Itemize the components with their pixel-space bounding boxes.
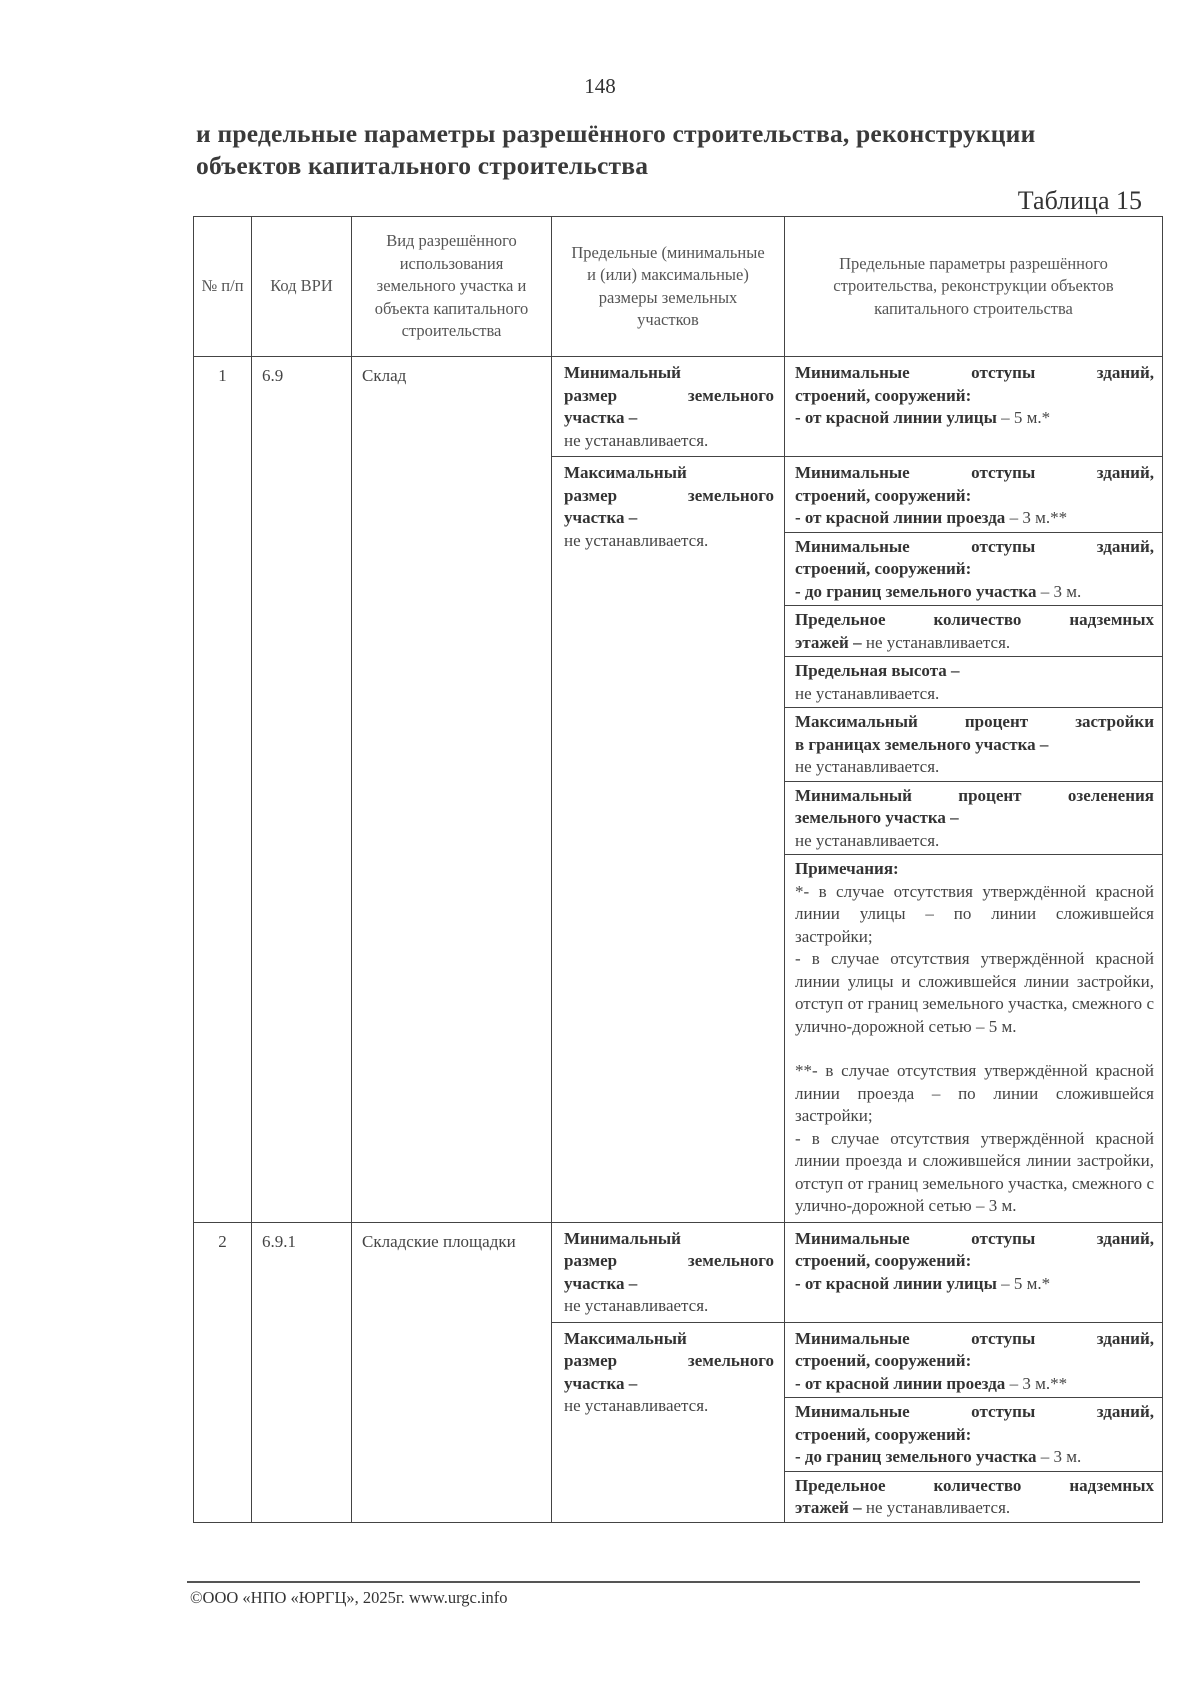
row-code: 6.9 bbox=[252, 357, 352, 1223]
param-value: – 5 м.* bbox=[996, 408, 1051, 427]
param-cell bbox=[785, 357, 1163, 457]
param-label: Предельное количество надземных bbox=[795, 610, 1154, 629]
param-label: строений, сооружений: bbox=[795, 1424, 972, 1444]
param-cell bbox=[785, 1322, 1163, 1522]
min-size-value: не устанавливается. bbox=[564, 430, 709, 450]
param-label: Минимальные отступы зданий, bbox=[795, 1402, 1154, 1421]
param-value: – 3 м.** bbox=[1005, 508, 1068, 527]
max-size-value: не устанавливается. bbox=[564, 530, 709, 550]
param-label: строений, сооружений: bbox=[795, 1251, 972, 1270]
row-number: 1 bbox=[194, 357, 252, 1223]
param-label: строений, сооружений: bbox=[795, 559, 972, 578]
param-value: не устанавливается. bbox=[795, 683, 940, 703]
max-size-label: участка – bbox=[564, 1373, 638, 1393]
param-label: - от красной линии проезда bbox=[795, 1373, 1006, 1393]
param-label: Предельная высота – bbox=[795, 661, 960, 680]
row-use-name: Складские площадки bbox=[352, 1222, 552, 1522]
param-label: - до границ земельного участка bbox=[795, 581, 1037, 601]
page-number: 148 bbox=[584, 74, 616, 98]
min-size-label: участка – bbox=[564, 408, 638, 427]
max-size-cell bbox=[552, 457, 785, 1223]
note-text: - в случае отсутствия утверждённой красной линии улицы и сложившейся линии застройки, отступ от границ земельного участка, смежного с улично-дорожной сетью – 5 м. bbox=[795, 949, 1154, 1036]
min-size-label: участка – bbox=[564, 1273, 638, 1293]
param-cell bbox=[785, 457, 1163, 1223]
param-label: Минимальные отступы зданий, bbox=[795, 363, 1154, 382]
table-caption: Таблица 15 bbox=[1017, 186, 1142, 215]
param-label: Минимальные отступы зданий, bbox=[795, 1228, 1154, 1248]
min-size-label: Минимальный bbox=[564, 363, 681, 382]
table-header-row bbox=[194, 217, 1163, 357]
notes-block bbox=[785, 855, 1162, 1222]
table-row bbox=[194, 1222, 1163, 1322]
param-label: - до границ земельного участка bbox=[795, 1447, 1037, 1466]
param-cell bbox=[785, 1222, 1163, 1322]
table-row bbox=[194, 357, 1163, 457]
min-size-label: Минимальный bbox=[564, 1228, 681, 1248]
max-size-cell bbox=[552, 1322, 785, 1522]
param-label: Предельное количество надземных bbox=[795, 1475, 1154, 1495]
col-header-build-params: Предельные параметры разрешённого строительства, реконструкции объектов капитального строительства bbox=[785, 217, 1163, 357]
param-value: не устанавливается. bbox=[795, 830, 940, 850]
param-label: строений, сооружений: bbox=[795, 485, 972, 505]
section-heading: и предельные параметры разрешённого строительства, реконструкции объектов капитального строительства bbox=[196, 119, 1036, 180]
min-size-value: не устанавливается. bbox=[564, 1296, 709, 1315]
col-header-number: № п/п bbox=[194, 217, 252, 357]
param-value: не устанавливается. bbox=[861, 1498, 1011, 1517]
param-label: Минимальные отступы зданий, bbox=[795, 463, 1154, 482]
param-value: не устанавливается. bbox=[795, 757, 940, 776]
param-label: строений, сооружений: bbox=[795, 385, 972, 405]
param-label: - от красной линии улицы bbox=[795, 408, 997, 427]
note-text: - в случае отсутствия утверждённой красной линии проезда и сложившейся линии застройки, отступ от границ земельного участка, смежного с улично-дорожной сетью – 3 м. bbox=[795, 1128, 1154, 1215]
regulations-table bbox=[193, 216, 1163, 1523]
max-size-label: участка – bbox=[564, 508, 638, 527]
footer-copyright: ©ООО «НПО «ЮРГЦ», 2025г. www.urgc.info bbox=[190, 1588, 508, 1607]
row-number: 2 bbox=[194, 1222, 252, 1522]
col-header-code: Код ВРИ bbox=[252, 217, 352, 357]
param-label: Максимальный процент застройки bbox=[795, 712, 1154, 731]
param-value: – 3 м.** bbox=[1005, 1373, 1068, 1393]
max-size-label: Максимальный bbox=[564, 1328, 687, 1348]
param-label: - от красной линии проезда bbox=[795, 508, 1006, 527]
param-label: строений, сооружений: bbox=[795, 1351, 972, 1370]
max-size-label: размер земельного bbox=[564, 485, 774, 505]
max-size-label: размер земельного bbox=[564, 1351, 774, 1370]
row-code: 6.9.1 bbox=[252, 1222, 352, 1522]
param-label: в границах земельного участка – bbox=[795, 734, 1049, 754]
param-label: Минимальные отступы зданий, bbox=[795, 1328, 1154, 1348]
param-label: этажей – bbox=[795, 632, 862, 652]
min-size-label: размер земельного bbox=[564, 385, 774, 405]
note-text: *- в случае отсутствия утверждённой красной линии улицы – по линии сложившейся застройки; bbox=[795, 881, 1154, 946]
param-value: не устанавливается. bbox=[861, 632, 1011, 652]
col-header-plot-sizes: Предельные (минимальные и (или) максимальные) размеры земельных участков bbox=[552, 217, 785, 357]
max-size-label: Максимальный bbox=[564, 463, 687, 482]
param-label: земельного участка – bbox=[795, 808, 959, 827]
param-label: Минимальный процент озеленения bbox=[795, 785, 1154, 805]
param-value: – 3 м. bbox=[1036, 581, 1082, 601]
note-text: **- в случае отсутствия утверждённой красной линии проезда – по линии сложившейся застройки; bbox=[795, 1061, 1154, 1125]
max-size-value: не устанавливается. bbox=[564, 1396, 709, 1415]
param-value: – 3 м. bbox=[1036, 1447, 1082, 1466]
min-size-label: размер земельного bbox=[564, 1251, 774, 1270]
row-use-name: Склад bbox=[352, 357, 552, 1223]
min-size-cell bbox=[552, 357, 785, 457]
param-label: Минимальные отступы зданий, bbox=[795, 536, 1154, 556]
col-header-use-type: Вид разрешённого использования земельного участка и объекта капитального строительства bbox=[352, 217, 552, 357]
param-value: – 5 м.* bbox=[996, 1273, 1051, 1293]
notes-title: Примечания: bbox=[795, 859, 899, 878]
param-label: - от красной линии улицы bbox=[795, 1273, 997, 1293]
param-label: этажей – bbox=[795, 1498, 862, 1517]
min-size-cell bbox=[552, 1222, 785, 1322]
footer-divider bbox=[187, 1581, 1140, 1583]
